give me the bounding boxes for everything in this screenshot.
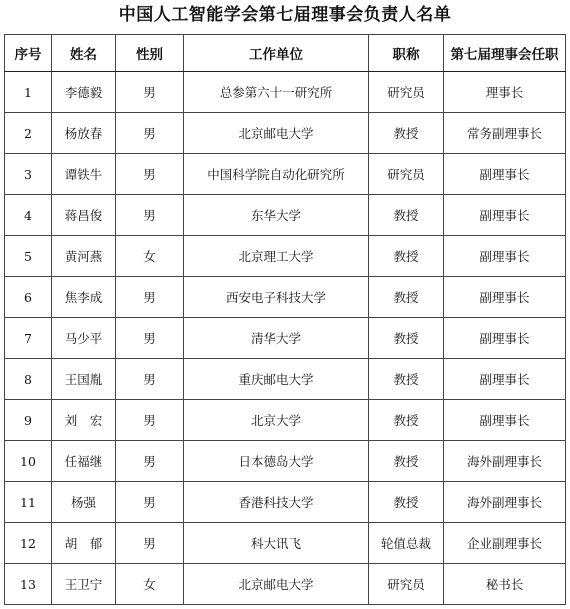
cell-unit: 东华大学	[184, 195, 369, 236]
table-row	[5, 564, 566, 605]
document-title: 中国人工智能学会第七届理事会负责人名单	[118, 5, 452, 25]
header-sex: 性别	[116, 35, 184, 72]
cell-no: 12	[5, 523, 52, 564]
cell-no: 4	[5, 195, 52, 236]
table-row	[5, 359, 566, 400]
table-row	[5, 482, 566, 523]
cell-role: 副理事长	[444, 359, 566, 400]
cell-name: 胡 郁	[52, 523, 116, 564]
cell-title: 教授	[369, 482, 444, 523]
cell-title: 教授	[369, 113, 444, 154]
cell-unit: 清华大学	[184, 318, 369, 359]
cell-no: 8	[5, 359, 52, 400]
cell-name: 王国胤	[52, 359, 116, 400]
cell-role: 副理事长	[444, 318, 566, 359]
cell-role: 副理事长	[444, 236, 566, 277]
cell-title: 教授	[369, 318, 444, 359]
cell-name: 黄河燕	[52, 236, 116, 277]
cell-title: 教授	[369, 195, 444, 236]
cell-title: 轮值总裁	[369, 523, 444, 564]
cell-no: 3	[5, 154, 52, 195]
cell-title: 教授	[369, 400, 444, 441]
cell-sex: 男	[116, 400, 184, 441]
table-row	[5, 72, 566, 113]
cell-name: 任福继	[52, 441, 116, 482]
table-body	[5, 72, 566, 605]
cell-unit: 香港科技大学	[184, 482, 369, 523]
cell-sex: 男	[116, 359, 184, 400]
cell-sex: 女	[116, 564, 184, 605]
cell-name: 谭铁牛	[52, 154, 116, 195]
table-row	[5, 113, 566, 154]
header-title: 职称	[369, 35, 444, 72]
cell-sex: 男	[116, 523, 184, 564]
cell-role: 副理事长	[444, 277, 566, 318]
cell-unit: 北京邮电大学	[184, 113, 369, 154]
header-unit: 工作单位	[184, 35, 369, 72]
cell-unit: 科大讯飞	[184, 523, 369, 564]
cell-unit: 重庆邮电大学	[184, 359, 369, 400]
cell-unit: 日本德岛大学	[184, 441, 369, 482]
cell-unit: 北京理工大学	[184, 236, 369, 277]
cell-no: 2	[5, 113, 52, 154]
cell-name: 杨强	[52, 482, 116, 523]
cell-unit: 中国科学院自动化研究所	[184, 154, 369, 195]
cell-name: 马少平	[52, 318, 116, 359]
cell-title: 教授	[369, 277, 444, 318]
cell-title: 研究员	[369, 154, 444, 195]
cell-role: 理事长	[444, 72, 566, 113]
cell-sex: 男	[116, 482, 184, 523]
cell-unit: 总参第六十一研究所	[184, 72, 369, 113]
cell-title: 教授	[369, 359, 444, 400]
header-no: 序号	[5, 35, 52, 72]
cell-unit: 北京邮电大学	[184, 564, 369, 605]
table-row	[5, 318, 566, 359]
table-header	[5, 35, 566, 72]
cell-unit: 北京大学	[184, 400, 369, 441]
cell-role: 副理事长	[444, 154, 566, 195]
cell-name: 王卫宁	[52, 564, 116, 605]
cell-no: 10	[5, 441, 52, 482]
header-name: 姓名	[52, 35, 116, 72]
cell-sex: 男	[116, 154, 184, 195]
cell-no: 9	[5, 400, 52, 441]
table-row	[5, 277, 566, 318]
cell-sex: 男	[116, 441, 184, 482]
table-row	[5, 236, 566, 277]
cell-title: 研究员	[369, 564, 444, 605]
table-row	[5, 400, 566, 441]
cell-title: 教授	[369, 236, 444, 277]
cell-name: 蒋昌俊	[52, 195, 116, 236]
table-row	[5, 195, 566, 236]
cell-role: 副理事长	[444, 400, 566, 441]
cell-role: 秘书长	[444, 564, 566, 605]
cell-name: 杨放春	[52, 113, 116, 154]
table-row	[5, 441, 566, 482]
cell-sex: 男	[116, 277, 184, 318]
cell-no: 1	[5, 72, 52, 113]
cell-sex: 男	[116, 318, 184, 359]
cell-name: 刘 宏	[52, 400, 116, 441]
cell-no: 6	[5, 277, 52, 318]
cell-name: 焦李成	[52, 277, 116, 318]
cell-no: 7	[5, 318, 52, 359]
leadership-table	[4, 34, 566, 605]
cell-sex: 女	[116, 236, 184, 277]
cell-sex: 男	[116, 113, 184, 154]
cell-role: 常务副理事长	[444, 113, 566, 154]
header-row	[5, 35, 566, 72]
cell-no: 11	[5, 482, 52, 523]
cell-title: 教授	[369, 441, 444, 482]
cell-no: 5	[5, 236, 52, 277]
table-row	[5, 523, 566, 564]
cell-role: 海外副理事长	[444, 441, 566, 482]
cell-name: 李德毅	[52, 72, 116, 113]
header-role: 第七届理事会任职	[444, 35, 566, 72]
cell-unit: 西安电子科技大学	[184, 277, 369, 318]
cell-role: 企业副理事长	[444, 523, 566, 564]
cell-title: 研究员	[369, 72, 444, 113]
cell-sex: 男	[116, 195, 184, 236]
cell-no: 13	[5, 564, 52, 605]
table-row	[5, 154, 566, 195]
cell-role: 副理事长	[444, 195, 566, 236]
cell-role: 海外副理事长	[444, 482, 566, 523]
cell-sex: 男	[116, 72, 184, 113]
